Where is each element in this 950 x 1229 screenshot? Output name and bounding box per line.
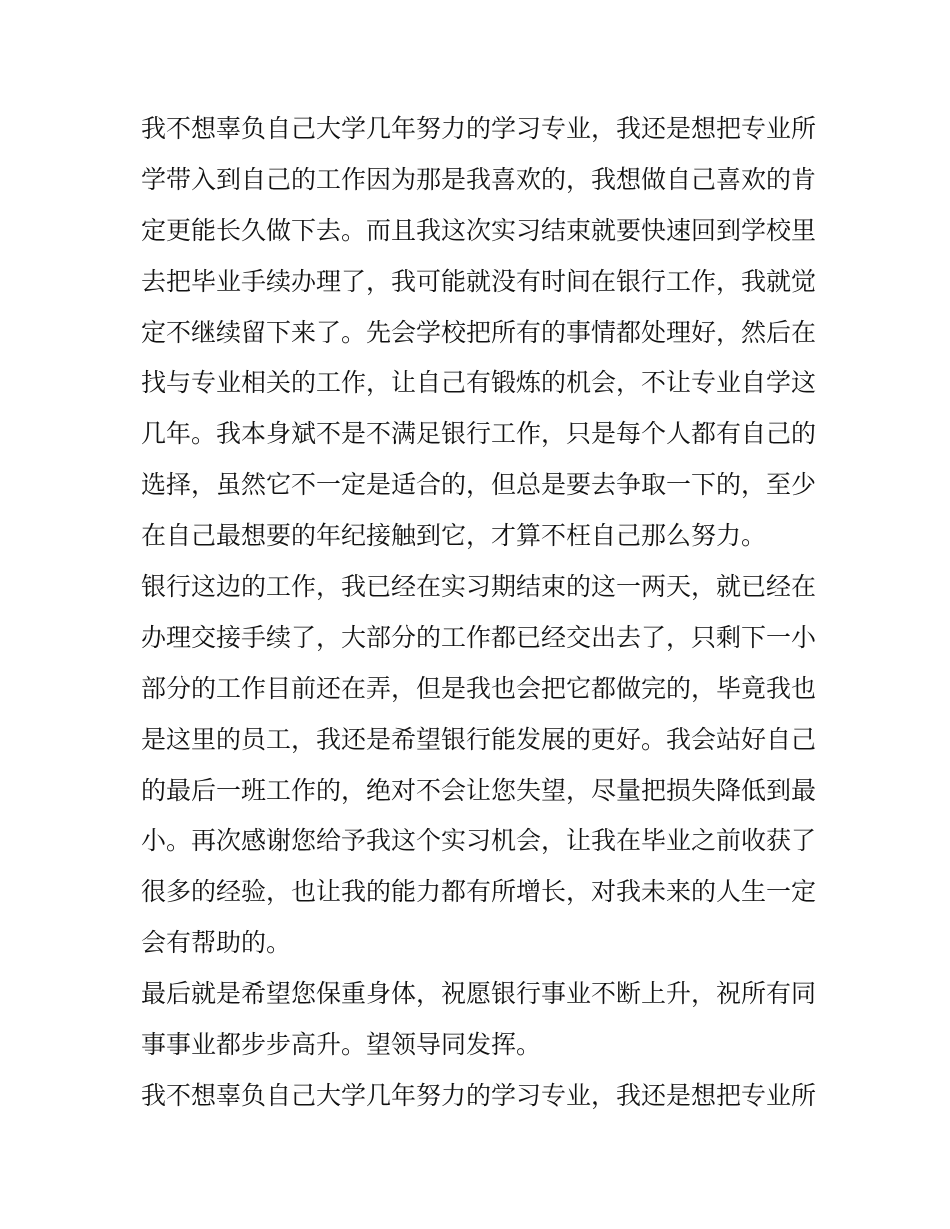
paragraph-4 [141, 1071, 821, 1122]
text-line: 最后就是希望您保重身体，祝愿银行事业不断上升，祝所有同 [141, 979, 817, 1009]
text-line: 的最后一班工作的，绝对不会让您失望，尽量把损失降低到最 [141, 775, 817, 805]
text-line: 会有帮助的。 [141, 928, 292, 958]
document-body [141, 104, 821, 1122]
text-line: 找与专业相关的工作，让自己有锻炼的机会，不让专业自学这 [141, 368, 817, 398]
text-line: 小。再次感谢您给予我这个实习机会，让我在毕业之前收获了 [141, 826, 817, 856]
text-line: 我不想辜负自己大学几年努力的学习专业，我还是想把专业所 [141, 114, 817, 143]
text-line: 定更能长久做下去。而且我这次实习结束就要快速回到学校里 [141, 215, 817, 245]
text-line: 定不继续留下来了。先会学校把所有的事情都处理好，然后在 [141, 317, 817, 347]
text-line: 银行这边的工作，我已经在实习期结束的这一两天，就已经在 [141, 572, 817, 602]
text-line: 选择，虽然它不一定是适合的，但总是要去争取一下的，至少 [141, 470, 817, 500]
text-line: 在自己最想要的年纪接触到它，才算不枉自己那么努力。 [141, 521, 767, 551]
text-line: 部分的工作目前还在弄，但是我也会把它都做完的，毕竟我也 [141, 673, 817, 703]
text-line: 事事业都步步高升。望领导同发挥。 [141, 1030, 542, 1060]
text-line: 几年。我本身斌不是不满足银行工作，只是每个人都有自己的 [141, 419, 817, 449]
paragraph-1 [141, 104, 821, 562]
text-line: 很多的经验，也让我的能力都有所增长，对我未来的人生一定 [141, 877, 817, 907]
text-line: 去把毕业手续办理了，我可能就没有时间在银行工作，我就觉 [141, 266, 817, 296]
text-line: 我不想辜负自己大学几年努力的学习专业，我还是想把专业所 [141, 1080, 817, 1110]
paragraph-3 [141, 969, 821, 1071]
text-line: 是这里的员工，我还是希望银行能发展的更好。我会站好自己 [141, 724, 817, 754]
text-line: 学带入到自己的工作因为那是我喜欢的，我想做自己喜欢的肯 [141, 164, 817, 194]
paragraph-2 [141, 562, 821, 969]
text-line: 办理交接手续了，大部分的工作都已经交出去了，只剩下一小 [141, 622, 817, 652]
